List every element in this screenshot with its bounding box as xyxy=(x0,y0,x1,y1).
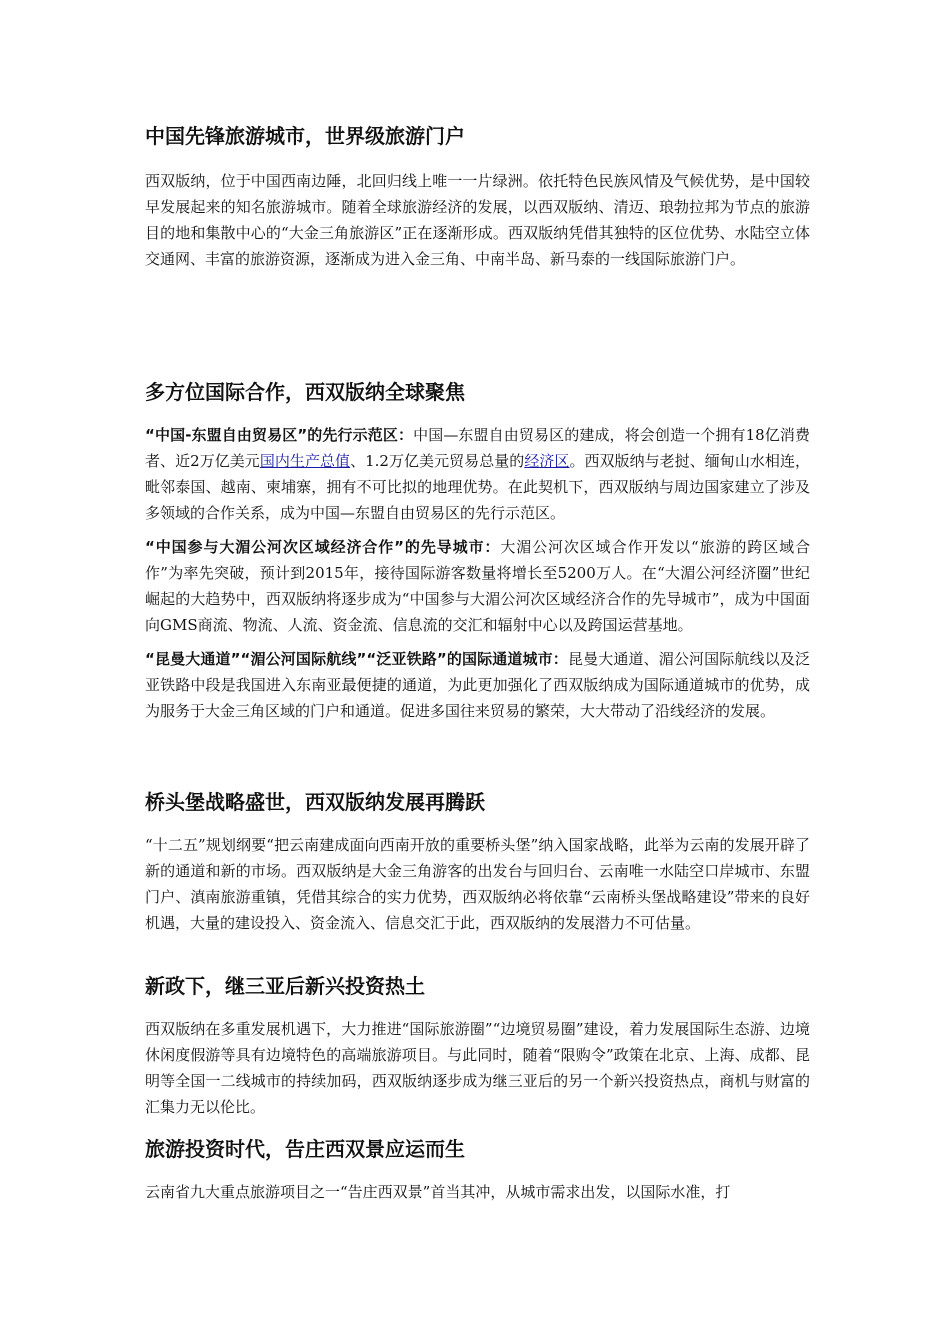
section-heading: 桥头堡战略盛世，西双版纳发展再腾跃 xyxy=(145,790,485,814)
section-heading: 中国先锋旅游城市，世界级旅游门户 xyxy=(145,124,465,148)
section-bridgehead-strategy xyxy=(145,788,810,936)
section-heading: 旅游投资时代，告庄西双景应运而生 xyxy=(145,1137,465,1161)
paragraph-text: 、1.2万亿美元贸易总量的 xyxy=(350,452,525,470)
section-international-cooperation xyxy=(145,378,810,724)
paragraph-text: 中国—东盟自由贸易区的建成，将会创造一个拥有18亿消费者、近2万亿美元 xyxy=(145,426,810,470)
paragraph-text: 大湄公河次区域合作开发以“旅游的跨区域合作”为率先突破，预计到2015年，接待国际游客数量将增长至5200万人。在“大湄公河经济圈”世纪崛起的大趋势中，西双版纳将逐步成为“中国参与大湄公河次区域经济合作的先导城市”，成为中国面向GMS商流、物流、人流、资金流、信息流的交汇和辐射中心以及跨国运营基地。 xyxy=(145,538,810,634)
section-paragraph: 云南省九大重点旅游项目之一“告庄西双景”首当其冲，从城市需求出发，以国际水准，打 xyxy=(145,1183,731,1201)
section-pioneer-tourism-city xyxy=(145,122,810,272)
paragraph-text: 昆曼大通道、湄公河国际航线以及泛亚铁路中段是我国进入东南亚最便捷的通道，为此更加强化了西双版纳成为国际通道城市的优势，成为服务于大金三角区域的门户和通道。促进多国往来贸易的繁荣，大大带动了沿线经济的发展。 xyxy=(145,650,810,720)
paragraph-mekong-cooperation xyxy=(145,534,810,638)
paragraph-lead: “中国-东盟自由贸易区”的先行示范区： xyxy=(145,426,414,444)
paragraph-asean-fta xyxy=(145,422,810,526)
paragraph-text: 。西双版纳与老挝、缅甸山水相连，毗邻泰国、越南、柬埔寨，拥有不可比拟的地理优势。在此契机下，西双版纳与周边国家建立了涉及多领域的合作关系，成为中国—东盟自由贸易区的先行示范区。 xyxy=(145,452,810,522)
link-gdp[interactable]: 国内生产总值 xyxy=(259,452,351,470)
section-paragraph: 西双版纳在多重发展机遇下，大力推进“国际旅游圈”“边境贸易圈”建设，着力发展国际生态游、边境休闲度假游等具有边境特色的高端旅游项目。与此同时，随着“限购令”政策在北京、上海、成都、昆明等全国一二线城市的持续加码，西双版纳逐步成为继三亚后的另一个新兴投资热点，商机与财富的汇集力无以伦比。 xyxy=(145,1020,810,1116)
section-heading: 新政下，继三亚后新兴投资热土 xyxy=(145,974,425,998)
paragraph-lead: “中国参与大湄公河次区域经济合作”的先导城市： xyxy=(145,538,501,556)
section-heading: 多方位国际合作，西双版纳全球聚焦 xyxy=(145,380,465,404)
section-new-investment-hotspot xyxy=(145,972,810,1120)
paragraph-international-corridor xyxy=(145,646,810,724)
link-economic-zone[interactable]: 经济区 xyxy=(524,452,570,470)
section-tourism-investment-era xyxy=(145,1135,810,1205)
paragraph-lead: “昆曼大通道”“湄公河国际航线”“泛亚铁路”的国际通道城市： xyxy=(145,650,568,668)
section-paragraph: 西双版纳，位于中国西南边陲，北回归线上唯一一片绿洲。依托特色民族风情及气候优势，是中国较早发展起来的知名旅游城市。随着全球旅游经济的发展，以西双版纳、清迈、琅勃拉邦为节点的旅游目的地和集散中心的“大金三角旅游区”正在逐渐形成。西双版纳凭借其独特的区位优势、水陆空立体交通网、丰富的旅游资源，逐渐成为进入金三角、中南半岛、新马泰的一线国际旅游门户。 xyxy=(145,172,810,268)
section-paragraph: “十二五”规划纲要“把云南建成面向西南开放的重要桥头堡”纳入国家战略，此举为云南的发展开辟了新的通道和新的市场。西双版纳是大金三角游客的出发台与回归台、云南唯一水陆空口岸城市、东盟门户、滇南旅游重镇，凭借其综合的实力优势，西双版纳必将依靠“云南桥头堡战略建设”带来的良好机遇，大量的建设投入、资金流入、信息交汇于此，西双版纳的发展潜力不可估量。 xyxy=(145,836,810,932)
